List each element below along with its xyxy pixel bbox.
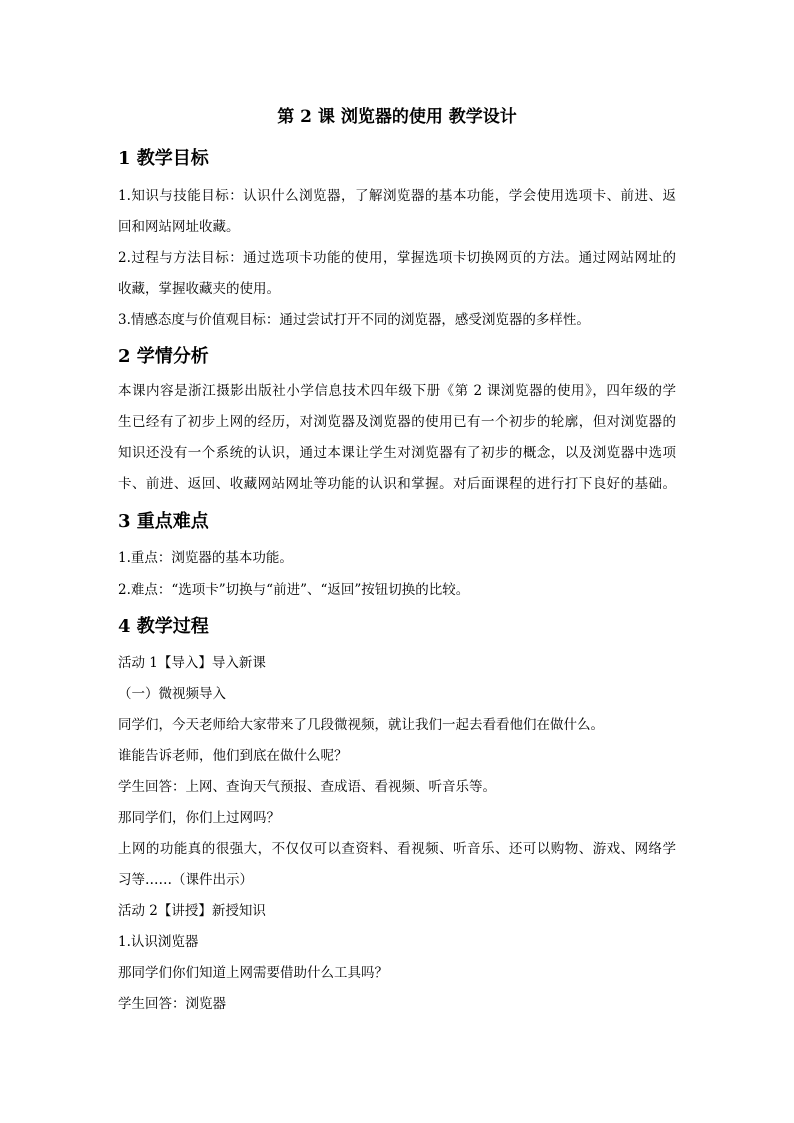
goal-1-line-2: 回和网站网址收藏。 — [118, 219, 240, 235]
section-heading-keypoints: 3 重点难点 — [118, 511, 209, 532]
process-line-9: 活动 2【讲授】新授知识 — [118, 903, 266, 919]
process-line-12: 学生回答：浏览器 — [118, 996, 226, 1012]
section-heading-process: 4 教学过程 — [118, 616, 209, 637]
process-line-10: 1.认识浏览器 — [118, 934, 199, 950]
process-line-5: 学生回答：上网、查询天气预报、查成语、看视频、听音乐等。 — [118, 779, 496, 795]
analysis-line-2: 生已经有了初步上网的经历，对浏览器及浏览器的使用已有一个初步的轮廓，但对浏览器的 — [118, 414, 676, 430]
process-line-1: 活动 1【导入】导入新课 — [118, 655, 266, 671]
goal-2-line-2: 收藏，掌握收藏夹的使用。 — [118, 281, 280, 297]
section-heading-goals: 1 教学目标 — [118, 148, 209, 169]
process-line-6: 那同学们，你们上过网吗？ — [118, 810, 280, 826]
section-heading-analysis: 2 学情分析 — [118, 346, 209, 367]
process-line-11: 那同学们你们知道上网需要借助什么工具吗？ — [118, 965, 388, 981]
analysis-line-4: 卡、前进、返回、收藏网站网址等功能的认识和掌握。对后面课程的进行打下良好的基础。 — [118, 476, 676, 492]
goal-1-line-1: 1.知识与技能目标：认识什么浏览器，了解浏览器的基本功能，学会使用选项卡、前进、返 — [118, 188, 676, 204]
process-line-4: 谁能告诉老师，他们到底在做什么呢？ — [118, 748, 348, 764]
page-title: 第 2 课 浏览器的使用 教学设计 — [277, 107, 517, 127]
process-line-7: 上网的功能真的很强大，不仅仅可以查资料、看视频、听音乐、还可以购物、游戏、网络学 — [118, 841, 676, 857]
keypoint-2: 2.难点：“选项卡”切换与“前进”、“返回”按钮切换的比较。 — [118, 582, 470, 598]
process-line-2: （一）微视频导入 — [118, 686, 226, 702]
analysis-line-1: 本课内容是浙江摄影出版社小学信息技术四年级下册《第 2 课浏览器的使用》，四年级的学 — [118, 383, 676, 399]
analysis-line-3: 知识还没有一个系统的认识，通过本课让学生对浏览器有了初步的概念，以及浏览器中选项 — [118, 445, 676, 461]
goal-2-line-1: 2.过程与方法目标：通过选项卡功能的使用，掌握选项卡切换网页的方法。通过网站网址的 — [118, 250, 676, 266]
process-line-3: 同学们，今天老师给大家带来了几段微视频，就让我们一起去看看他们在做什么。 — [118, 717, 604, 733]
process-line-8: 习等……（课件出示） — [118, 872, 253, 888]
keypoint-1: 1.重点：浏览器的基本功能。 — [118, 550, 293, 566]
goal-3-line-1: 3.情感态度与价值观目标：通过尝试打开不同的浏览器，感受浏览器的多样性。 — [118, 312, 590, 328]
